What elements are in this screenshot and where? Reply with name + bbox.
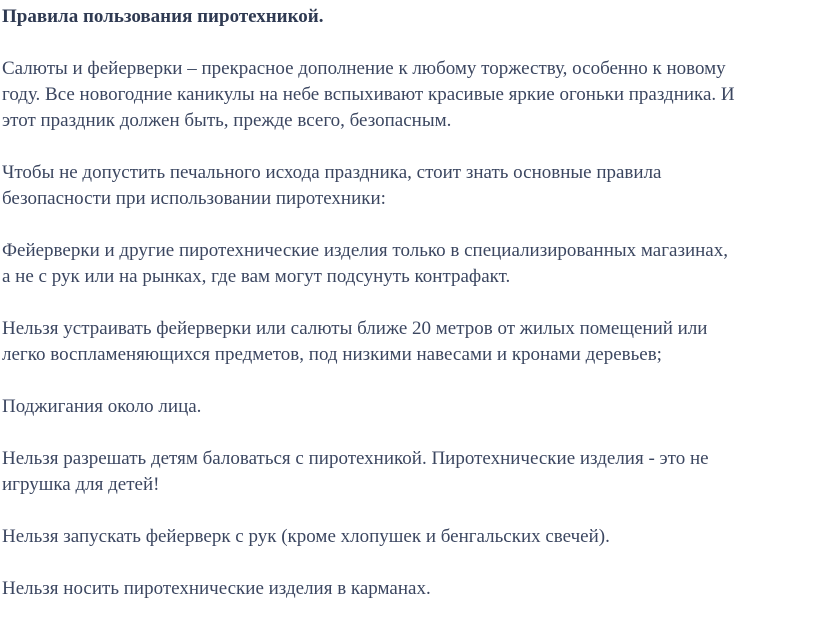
paragraph-line: а не с рук или на рынках, где вам могут подсунуть контрафакт. xyxy=(2,266,511,287)
rule-item xyxy=(2,446,810,498)
paragraph-line: Фейерверки и другие пиротехнические изделия только в специализированных магазинах, xyxy=(2,240,728,261)
paragraph-line: Чтобы не допустить печального исхода праздника, стоит знать основные правила xyxy=(2,162,662,183)
paragraph-line: игрушка для детей! xyxy=(2,474,160,495)
paragraph-line: этот праздник должен быть, прежде всего, безопасным. xyxy=(2,110,452,131)
rule-item xyxy=(2,576,810,602)
document-title: Правила пользования пиротехникой. xyxy=(2,6,324,27)
paragraph-line: Нельзя носить пиротехнические изделия в карманах. xyxy=(2,578,431,599)
paragraph-line: Поджигания около лица. xyxy=(2,396,202,417)
rule-item xyxy=(2,394,810,420)
rule-item xyxy=(2,238,810,290)
rule-item xyxy=(2,524,810,550)
paragraph-line: Нельзя запускать фейерверк с рук (кроме хлопушек и бенгальских свечей). xyxy=(2,526,610,547)
paragraph-rules-intro xyxy=(2,160,810,212)
paragraph-intro xyxy=(2,56,810,134)
paragraph-line: году. Все новогодние каникулы на небе вспыхивают красивые яркие огоньки праздника. И xyxy=(2,84,735,105)
paragraph-line: Нельзя разрешать детям баловаться с пиротехникой. Пиротехнические изделия - это не xyxy=(2,448,709,469)
paragraph-line: Салюты и фейерверки – прекрасное дополнение к любому торжеству, особенно к новому xyxy=(2,58,726,79)
paragraph-line: безопасности при использовании пиротехники: xyxy=(2,188,386,209)
rule-item xyxy=(2,316,810,368)
paragraph-line: легко воспламеняющихся предметов, под низкими навесами и кронами деревьев; xyxy=(2,344,662,365)
paragraph-line: Нельзя устраивать фейерверки или салюты ближе 20 метров от жилых помещений или xyxy=(2,318,708,339)
